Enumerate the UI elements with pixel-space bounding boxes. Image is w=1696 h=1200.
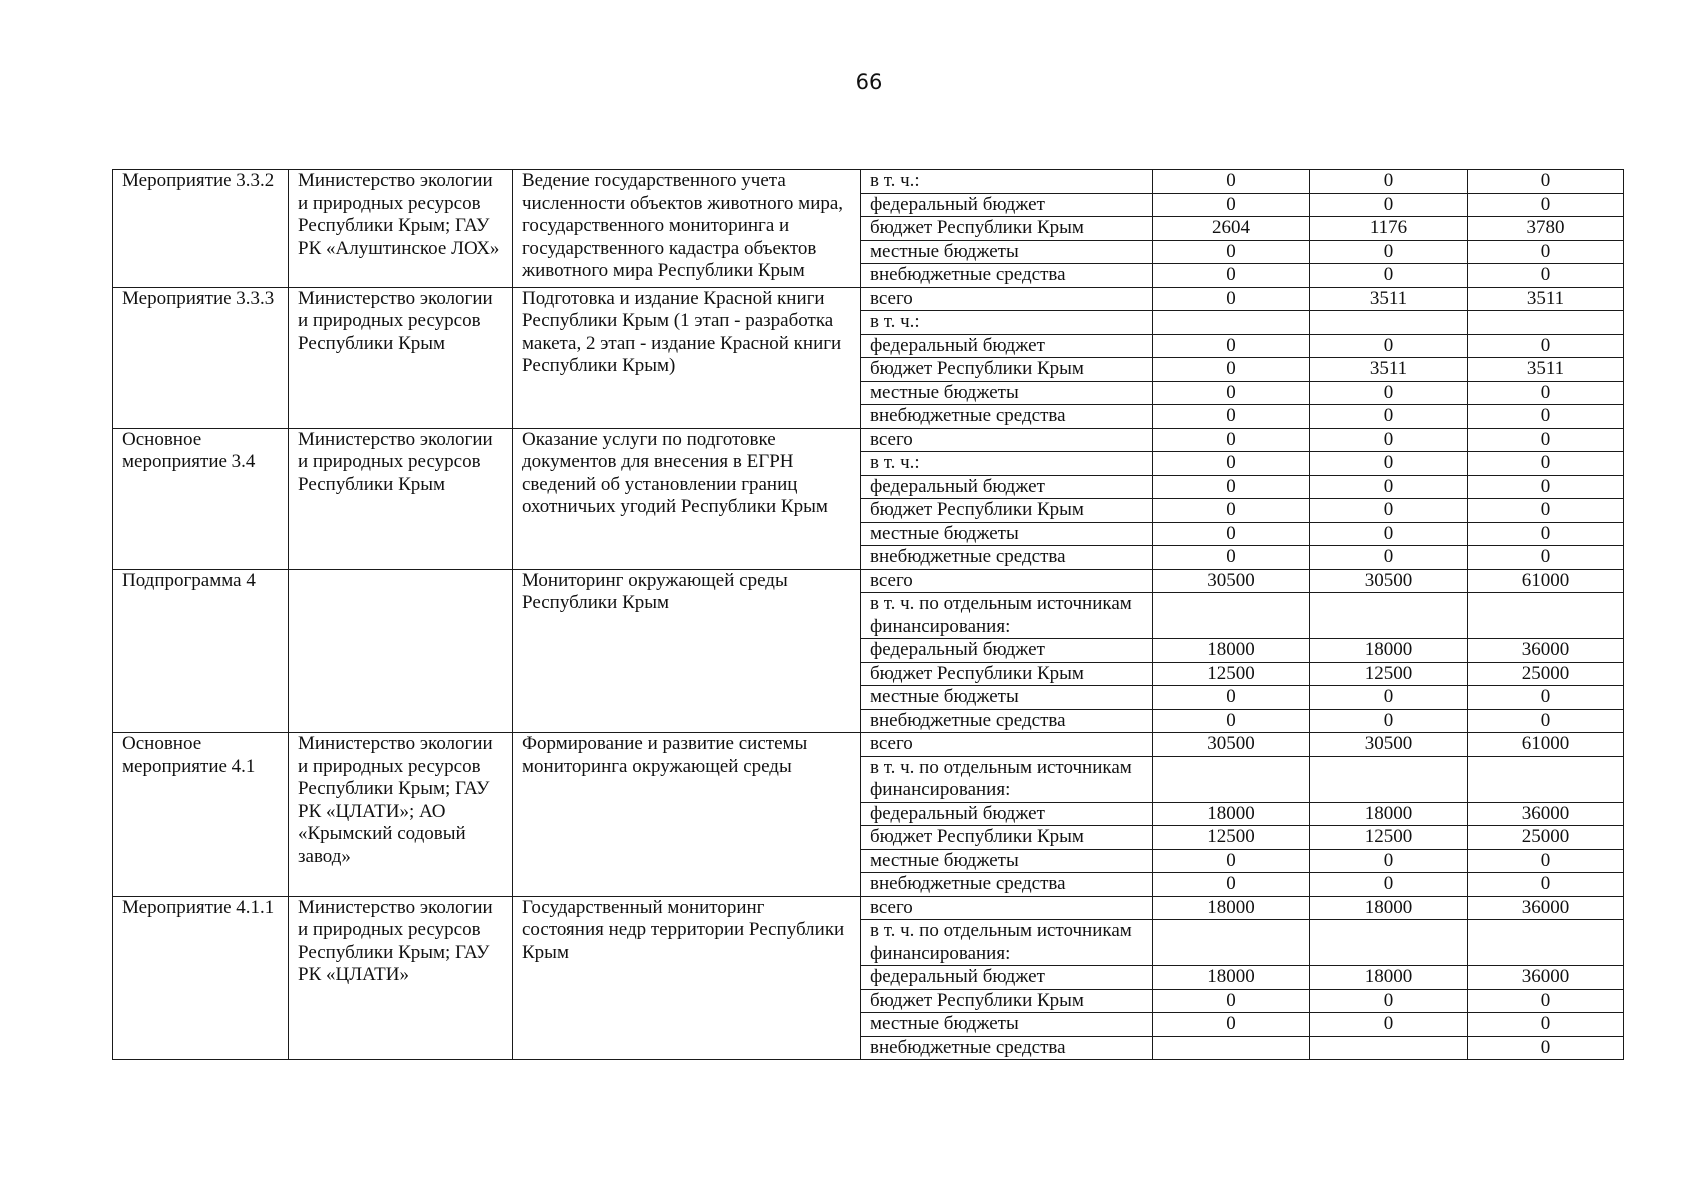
funding-source: всего: [861, 287, 1153, 311]
amount-col-3: [1468, 593, 1624, 639]
amount-col-2: 30500: [1310, 733, 1468, 757]
amount-col-2: [1310, 311, 1468, 335]
amount-col-3: [1468, 756, 1624, 802]
measure-name: Мероприятие 4.1.1: [113, 896, 289, 1060]
measure-name: Подпрограмма 4: [113, 569, 289, 733]
amount-col-3: 0: [1468, 849, 1624, 873]
measure-name: Основное мероприятие 3.4: [113, 428, 289, 569]
amount-col-2: [1310, 593, 1468, 639]
table-row: [113, 896, 1624, 920]
amount-col-2: 0: [1310, 522, 1468, 546]
funding-source: бюджет Республики Крым: [861, 826, 1153, 850]
amount-col-2: 0: [1310, 873, 1468, 897]
amount-col-2: 0: [1310, 170, 1468, 194]
measure-executor: Министерство экологии и природных ресурсов Республики Крым; ГАУ РК «Алуштинское ЛОХ»: [289, 170, 513, 288]
measure-description: Мониторинг окружающей среды Республики Крым: [513, 569, 861, 733]
amount-col-1: 0: [1153, 358, 1310, 382]
funding-source: внебюджетные средства: [861, 405, 1153, 429]
amount-col-3: 0: [1468, 1013, 1624, 1037]
measure-description: Государственный мониторинг состояния недр территории Республики Крым: [513, 896, 861, 1060]
funding-source: всего: [861, 733, 1153, 757]
amount-col-1: 0: [1153, 522, 1310, 546]
amount-col-3: 0: [1468, 686, 1624, 710]
measure-description: Подготовка и издание Красной книги Республики Крым (1 этап - разработка макета, 2 этап - издание Красной книги Республики Крым): [513, 287, 861, 428]
amount-col-3: 0: [1468, 381, 1624, 405]
amount-col-1: 0: [1153, 709, 1310, 733]
amount-col-2: 0: [1310, 709, 1468, 733]
funding-source: федеральный бюджет: [861, 966, 1153, 990]
amount-col-2: 0: [1310, 475, 1468, 499]
amount-col-1: 0: [1153, 499, 1310, 523]
funding-source: внебюджетные средства: [861, 546, 1153, 570]
funding-source: в т. ч.:: [861, 452, 1153, 476]
amount-col-3: 3511: [1468, 287, 1624, 311]
amount-col-1: 0: [1153, 334, 1310, 358]
measure-description: Ведение государственного учета численности объектов животного мира, государственного мониторинга и государственного кадастра объектов животного мира Республики Крым: [513, 170, 861, 288]
amount-col-2: 0: [1310, 193, 1468, 217]
budget-table-body: [113, 170, 1624, 1060]
amount-col-3: 0: [1468, 193, 1624, 217]
amount-col-1: 18000: [1153, 802, 1310, 826]
amount-col-3: 61000: [1468, 569, 1624, 593]
amount-col-2: 1176: [1310, 217, 1468, 241]
amount-col-2: [1310, 920, 1468, 966]
funding-source: в т. ч. по отдельным источникам финансирования:: [861, 920, 1153, 966]
amount-col-2: 0: [1310, 240, 1468, 264]
amount-col-2: 0: [1310, 264, 1468, 288]
amount-col-3: 0: [1468, 499, 1624, 523]
amount-col-2: 18000: [1310, 639, 1468, 663]
amount-col-1: 0: [1153, 1013, 1310, 1037]
amount-col-1: 0: [1153, 193, 1310, 217]
amount-col-1: [1153, 756, 1310, 802]
amount-col-3: 0: [1468, 475, 1624, 499]
amount-col-1: 0: [1153, 452, 1310, 476]
measure-executor: Министерство экологии и природных ресурсов Республики Крым; ГАУ РК «ЦЛАТИ»: [289, 896, 513, 1060]
amount-col-3: [1468, 920, 1624, 966]
amount-col-2: 30500: [1310, 569, 1468, 593]
amount-col-3: 25000: [1468, 826, 1624, 850]
amount-col-2: 18000: [1310, 896, 1468, 920]
amount-col-3: 0: [1468, 522, 1624, 546]
amount-col-2: 18000: [1310, 802, 1468, 826]
measure-executor: Министерство экологии и природных ресурсов Республики Крым; ГАУ РК «ЦЛАТИ»; АО «Крымский содовый завод»: [289, 733, 513, 897]
amount-col-2: 0: [1310, 686, 1468, 710]
measure-name: Мероприятие 3.3.3: [113, 287, 289, 428]
amount-col-3: 0: [1468, 546, 1624, 570]
amount-col-1: 0: [1153, 475, 1310, 499]
amount-col-1: 0: [1153, 989, 1310, 1013]
amount-col-3: 0: [1468, 989, 1624, 1013]
amount-col-1: [1153, 593, 1310, 639]
amount-col-1: 0: [1153, 873, 1310, 897]
measure-executor: [289, 569, 513, 733]
page-number: 66: [855, 70, 883, 94]
amount-col-1: 0: [1153, 546, 1310, 570]
amount-col-2: 3511: [1310, 287, 1468, 311]
funding-source: федеральный бюджет: [861, 639, 1153, 663]
measure-description: Оказание услуги по подготовке документов для внесения в ЕГРН сведений об установлении границ охотничьих угодий Республики Крым: [513, 428, 861, 569]
funding-source: бюджет Республики Крым: [861, 662, 1153, 686]
amount-col-2: [1310, 756, 1468, 802]
amount-col-2: 0: [1310, 849, 1468, 873]
amount-col-1: 0: [1153, 170, 1310, 194]
funding-source: бюджет Республики Крым: [861, 499, 1153, 523]
amount-col-3: 0: [1468, 405, 1624, 429]
amount-col-1: 0: [1153, 405, 1310, 429]
amount-col-3: 0: [1468, 240, 1624, 264]
amount-col-2: 0: [1310, 452, 1468, 476]
table-row: [113, 170, 1624, 194]
amount-col-2: 12500: [1310, 662, 1468, 686]
funding-source: всего: [861, 569, 1153, 593]
amount-col-1: 0: [1153, 264, 1310, 288]
funding-source: местные бюджеты: [861, 381, 1153, 405]
amount-col-1: 18000: [1153, 966, 1310, 990]
amount-col-3: 0: [1468, 873, 1624, 897]
funding-source: внебюджетные средства: [861, 873, 1153, 897]
amount-col-3: 0: [1468, 709, 1624, 733]
funding-source: внебюджетные средства: [861, 1036, 1153, 1060]
funding-source: в т. ч.:: [861, 311, 1153, 335]
funding-source: бюджет Республики Крым: [861, 217, 1153, 241]
funding-source: всего: [861, 896, 1153, 920]
budget-table: [112, 169, 1624, 1060]
amount-col-1: 0: [1153, 240, 1310, 264]
funding-source: местные бюджеты: [861, 849, 1153, 873]
amount-col-3: [1468, 311, 1624, 335]
amount-col-1: [1153, 311, 1310, 335]
amount-col-1: 0: [1153, 287, 1310, 311]
amount-col-2: 0: [1310, 1013, 1468, 1037]
measure-executor: Министерство экологии и природных ресурсов Республики Крым: [289, 287, 513, 428]
funding-source: местные бюджеты: [861, 522, 1153, 546]
amount-col-1: 0: [1153, 428, 1310, 452]
amount-col-2: [1310, 1036, 1468, 1060]
funding-source: федеральный бюджет: [861, 193, 1153, 217]
measure-name: Мероприятие 3.3.2: [113, 170, 289, 288]
funding-source: федеральный бюджет: [861, 334, 1153, 358]
funding-source: в т. ч.:: [861, 170, 1153, 194]
amount-col-1: 18000: [1153, 896, 1310, 920]
funding-source: бюджет Республики Крым: [861, 358, 1153, 382]
amount-col-1: [1153, 1036, 1310, 1060]
amount-col-1: 12500: [1153, 662, 1310, 686]
amount-col-2: 12500: [1310, 826, 1468, 850]
amount-col-2: 0: [1310, 334, 1468, 358]
amount-col-1: 18000: [1153, 639, 1310, 663]
table-row: [113, 428, 1624, 452]
table-row: [113, 569, 1624, 593]
funding-source: внебюджетные средства: [861, 709, 1153, 733]
amount-col-3: 0: [1468, 1036, 1624, 1060]
amount-col-2: 0: [1310, 405, 1468, 429]
amount-col-2: 0: [1310, 546, 1468, 570]
amount-col-2: 0: [1310, 428, 1468, 452]
amount-col-3: 3511: [1468, 358, 1624, 382]
amount-col-1: [1153, 920, 1310, 966]
amount-col-3: 36000: [1468, 896, 1624, 920]
amount-col-2: 18000: [1310, 966, 1468, 990]
measure-executor: Министерство экологии и природных ресурсов Республики Крым: [289, 428, 513, 569]
table-row: [113, 733, 1624, 757]
funding-source: внебюджетные средства: [861, 264, 1153, 288]
amount-col-1: 30500: [1153, 569, 1310, 593]
amount-col-2: 3511: [1310, 358, 1468, 382]
amount-col-3: 61000: [1468, 733, 1624, 757]
amount-col-1: 2604: [1153, 217, 1310, 241]
amount-col-3: 36000: [1468, 639, 1624, 663]
amount-col-1: 0: [1153, 686, 1310, 710]
funding-source: в т. ч. по отдельным источникам финансирования:: [861, 593, 1153, 639]
amount-col-1: 30500: [1153, 733, 1310, 757]
amount-col-3: 0: [1468, 264, 1624, 288]
amount-col-1: 0: [1153, 849, 1310, 873]
amount-col-3: 0: [1468, 428, 1624, 452]
amount-col-3: 3780: [1468, 217, 1624, 241]
funding-source: местные бюджеты: [861, 686, 1153, 710]
funding-source: федеральный бюджет: [861, 475, 1153, 499]
table-row: [113, 287, 1624, 311]
amount-col-3: 0: [1468, 334, 1624, 358]
amount-col-2: 0: [1310, 499, 1468, 523]
funding-source: местные бюджеты: [861, 240, 1153, 264]
amount-col-3: 36000: [1468, 966, 1624, 990]
amount-col-2: 0: [1310, 989, 1468, 1013]
measure-description: Формирование и развитие системы мониторинга окружающей среды: [513, 733, 861, 897]
amount-col-3: 25000: [1468, 662, 1624, 686]
funding-source: всего: [861, 428, 1153, 452]
funding-source: федеральный бюджет: [861, 802, 1153, 826]
funding-source: бюджет Республики Крым: [861, 989, 1153, 1013]
amount-col-1: 12500: [1153, 826, 1310, 850]
amount-col-3: 0: [1468, 170, 1624, 194]
amount-col-3: 0: [1468, 452, 1624, 476]
amount-col-1: 0: [1153, 381, 1310, 405]
funding-source: в т. ч. по отдельным источникам финансирования:: [861, 756, 1153, 802]
measure-name: Основное мероприятие 4.1: [113, 733, 289, 897]
amount-col-2: 0: [1310, 381, 1468, 405]
amount-col-3: 36000: [1468, 802, 1624, 826]
funding-source: местные бюджеты: [861, 1013, 1153, 1037]
